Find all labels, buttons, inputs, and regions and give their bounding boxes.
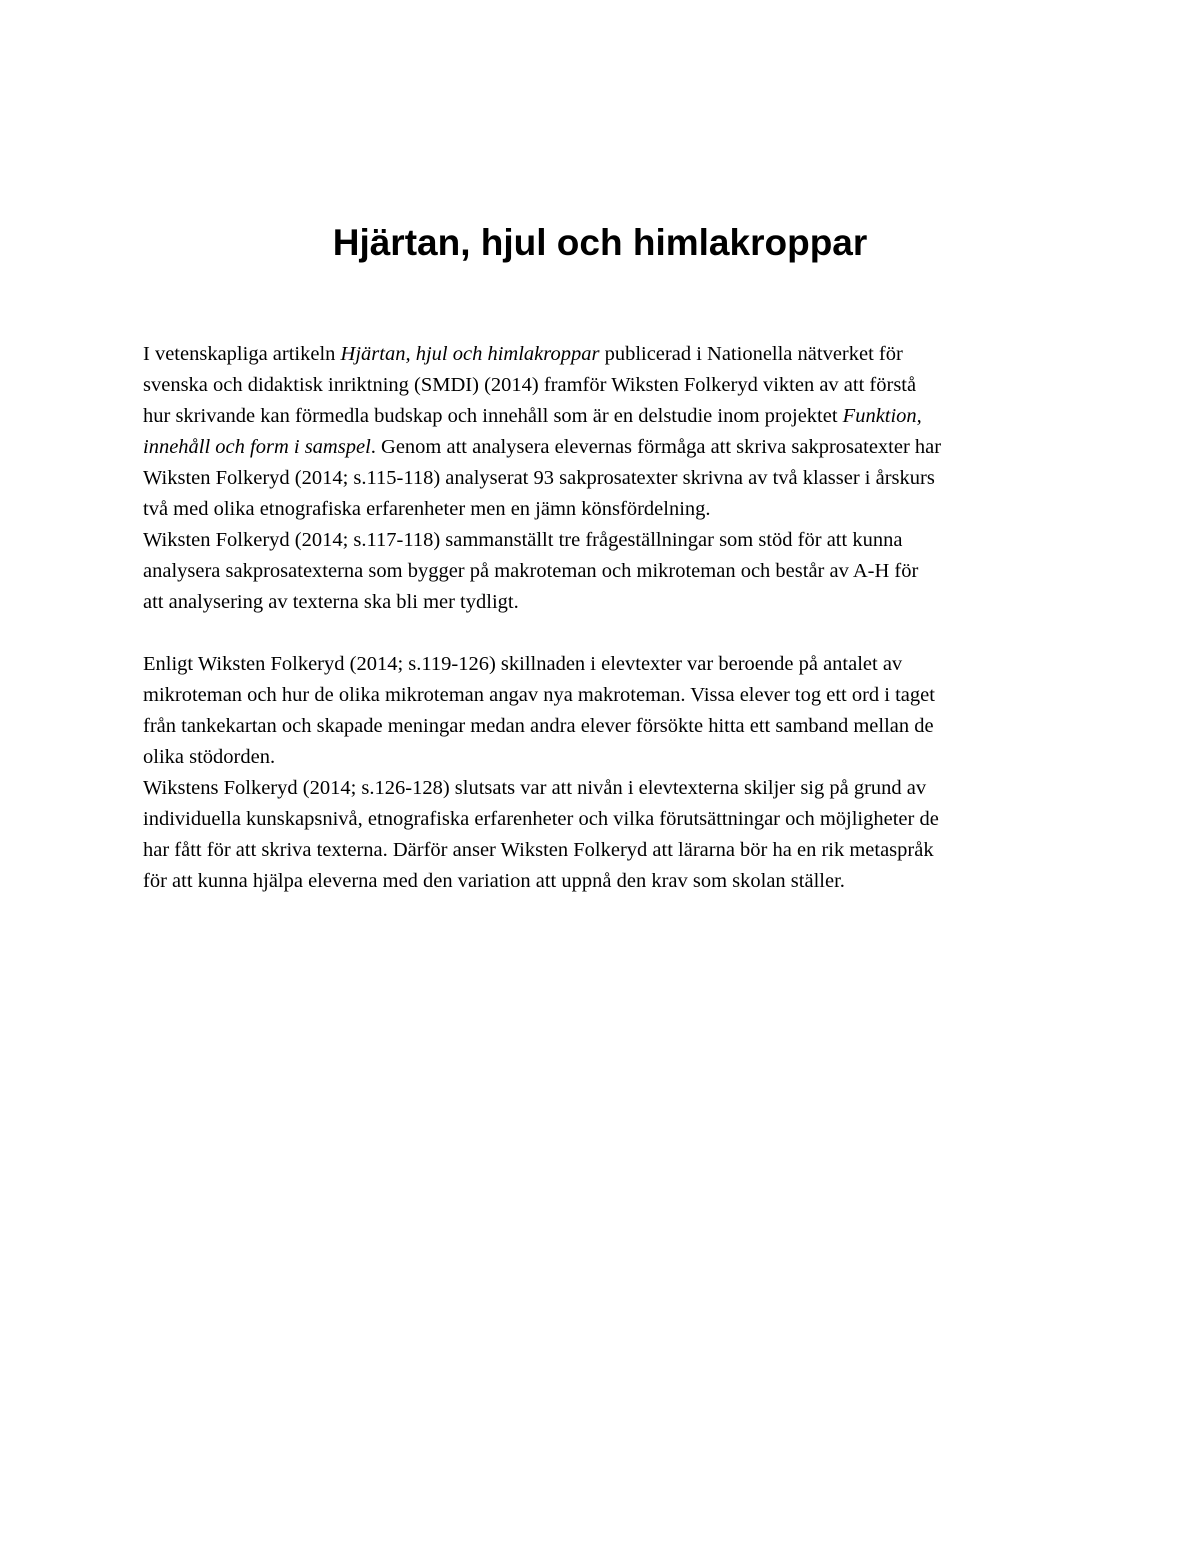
text-line: individuella kunskapsnivå, etnografiska erfarenheter och vilka förutsättningar och möjligheter de xyxy=(143,808,939,830)
paragraph-results xyxy=(143,649,1063,773)
text-line: Wiksten Folkeryd (2014; s.115-118) analyserat 93 sakprosatexter skrivna av två klasser i årskurs xyxy=(143,467,935,489)
text-line: mikroteman och hur de olika mikroteman angav nya makroteman. Vissa elever tog ett ord i taget xyxy=(143,684,935,706)
text-run: I vetenskapliga artikeln xyxy=(143,343,341,365)
text-line: två med olika etnografiska erfarenheter men en jämn könsfördelning. xyxy=(143,498,711,520)
text-line xyxy=(143,401,1063,432)
article-title-italic: Hjärtan, hjul och himlakroppar xyxy=(340,343,600,365)
paragraph-conclusion xyxy=(143,773,1063,897)
text-line: att analysering av texterna ska bli mer tydligt. xyxy=(143,591,519,613)
document-body xyxy=(143,339,1063,897)
paragraph-spacer xyxy=(143,618,1063,649)
text-line: svenska och didaktisk inriktning (SMDI) (2014) framför Wiksten Folkeryd vikten av att förstå xyxy=(143,374,917,396)
text-line: från tankekartan och skapade meningar medan andra elever försökte hitta ett samband mellan de xyxy=(143,715,934,737)
text-line: för att kunna hjälpa eleverna med den variation att uppnå den krav som skolan ställer. xyxy=(143,870,845,892)
text-line: Wikstens Folkeryd (2014; s.126-128) slutsats var att nivån i elevtexterna skiljer sig på grund av xyxy=(143,777,927,799)
text-line: har fått för att skriva texterna. Därför anser Wiksten Folkeryd att lärarna bör ha en rik metaspråk xyxy=(143,839,934,861)
project-title-italic: innehåll och form i samspel xyxy=(143,436,371,458)
document-title: Hjärtan, hjul och himlakroppar xyxy=(332,222,868,263)
text-line xyxy=(143,432,1063,463)
text-line: Enligt Wiksten Folkeryd (2014; s.119-126) skillnaden i elevtexter var beroende på antalet av xyxy=(143,653,903,675)
paragraph-questions xyxy=(143,525,1063,618)
text-run: hur skrivande kan förmedla budskap och innehåll som är en delstudie inom projektet xyxy=(143,405,843,427)
text-run: publicerad i Nationella nätverket för xyxy=(599,343,903,365)
text-line xyxy=(143,339,1063,370)
project-title-italic: Funktion, xyxy=(842,405,922,427)
paragraph-intro xyxy=(143,339,1063,525)
text-run: . Genom att analysera elevernas förmåga att skriva sakprosatexter har xyxy=(370,436,942,458)
text-line: analysera sakprosatexterna som bygger på makroteman och mikroteman och består av A-H för xyxy=(143,560,919,582)
text-line: Wiksten Folkeryd (2014; s.117-118) sammanställt tre frågeställningar som stöd för att kunna xyxy=(143,529,903,551)
text-line: olika stödorden. xyxy=(143,746,276,768)
